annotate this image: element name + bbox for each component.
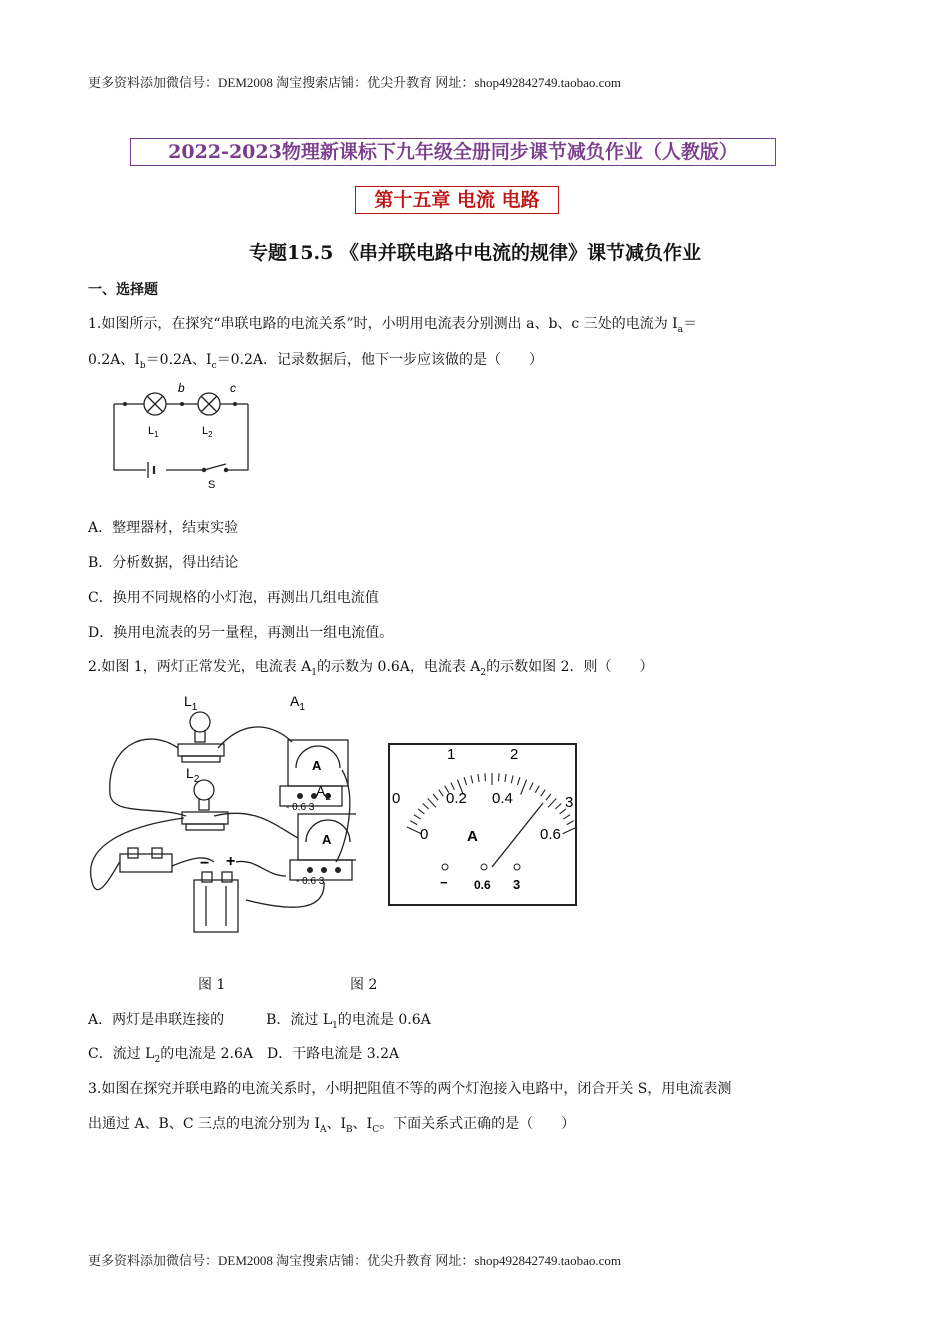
document-title: 2022-2023物理新课标下九年级全册同步课节减负作业（人教版） [130,138,776,166]
q2-options-row2 [88,1044,399,1070]
ammeter-a1-terminals: - 0.6 3 [286,802,315,813]
dial-top-2: 2 [510,746,519,763]
q1-option-a: A．整理器材，结束实验 [88,520,239,536]
figure2-caption: 图 2 [350,977,378,993]
fig1-l1-label: $L_1$ [184,693,198,713]
dial-bottom-0: 0 [420,826,429,843]
dial-bottom-0.6: 0.6 [540,826,561,843]
series-circuit-figure [108,380,268,496]
point-c-label: c [230,381,236,395]
parallel-circuit-figure [86,686,356,944]
q2-option-b: B．流过 $L_1$的电流是 0.6A [266,1012,431,1031]
q3-stem-line1: 3.如图在探究并联电路的电流关系时，小明把阻值不等的两个灯泡接入电路中，闭合开关 S，用电流表测 [88,1081,732,1097]
fig1-a2-label: $A_2$ [316,783,331,803]
q1-option-d: D．换用电流表的另一量程，再测出一组电流值。 [88,625,394,641]
dial-bottom-0.2: 0.2 [446,790,467,807]
figure1-caption: 图 1 [198,977,226,993]
chapter-title: 第十五章 电流 电路 [355,186,559,214]
ammeter-a2-terminals: - 0.6 3 [296,876,325,887]
dial-terminal-3: 3 [513,877,521,892]
dial-terminal-minus: − [440,875,448,890]
q2-option-a: A．两灯是串联连接的 [88,1012,225,1028]
page-footer: 更多资料添加微信号：DEM2008 淘宝搜索店铺：优尖升教育 网址：shop492842749.taobao.com [88,1253,621,1268]
section-heading: 一、选择题 [88,282,158,298]
q1-option-c: C．换用不同规格的小灯泡，再测出几组电流值 [88,590,379,606]
page-header: 更多资料添加微信号：DEM2008 淘宝搜索店铺：优尖升教育 网址：shop492842749.taobao.com [88,75,621,90]
q1-option-b: B．分析数据，得出结论 [88,555,239,571]
ammeter-a2-face-letter: A [322,832,332,847]
q2-option-c: C．流过 $L_2$的电流是 2.6A [88,1046,254,1065]
dial-tick [499,773,500,781]
ammeter-a1-face-letter: A [312,758,322,773]
dial-terminal-0.6: 0.6 [474,878,491,892]
fig1-l2-label: $L_2$ [186,765,200,785]
q2-option-d: D．干路电流是 3.2A [267,1046,400,1062]
switch-s-label: S [208,479,216,491]
dial-bottom-0.4: 0.4 [492,790,513,807]
dial-tick [485,773,486,781]
lamp-l2-label: $L_2$ [202,425,213,439]
fig1-a1-label: $A_1$ [290,693,305,713]
topic-title: 专题15.5 《串并联电路中电流的规律》课节减负作业 [249,242,701,264]
dial-top-3: 3 [565,794,574,811]
dial-unit: A [467,828,478,845]
q1-stem-line1: 1.如图所示，在探究“串联电路的电流关系”时，小明用电流表分别测出 a、b、c 三处的电流为 $I_a=$ [88,316,698,335]
q1-stem-line2: 0.2A、$I_b=0.2A$、$I_c=0.2A$．记录数据后，他下一步应该做的是（ ） [88,352,543,371]
lamp-l1-label: $L_1$ [148,425,159,439]
q2-options-row1 [88,1010,431,1036]
dial-top-1: 1 [447,746,456,763]
dial-top-0: 0 [392,790,401,807]
battery-minus-sign: − [200,855,210,872]
q3-stem-line2: 出通过 A、B、C 三点的电流分别为 $I_A$、$I_B$、$I_C$。下面关系式正确的是（ ） [88,1116,576,1135]
q2-stem: 2.如图 1，两灯正常发光，电流表 $A_1$的示数为 0.6A，电流表 $A_2$的示数如图 2．则（ ） [88,659,654,678]
point-b-label: b [178,381,185,395]
battery-plus-sign: + [226,853,236,870]
ammeter-dial-figure [388,743,578,907]
